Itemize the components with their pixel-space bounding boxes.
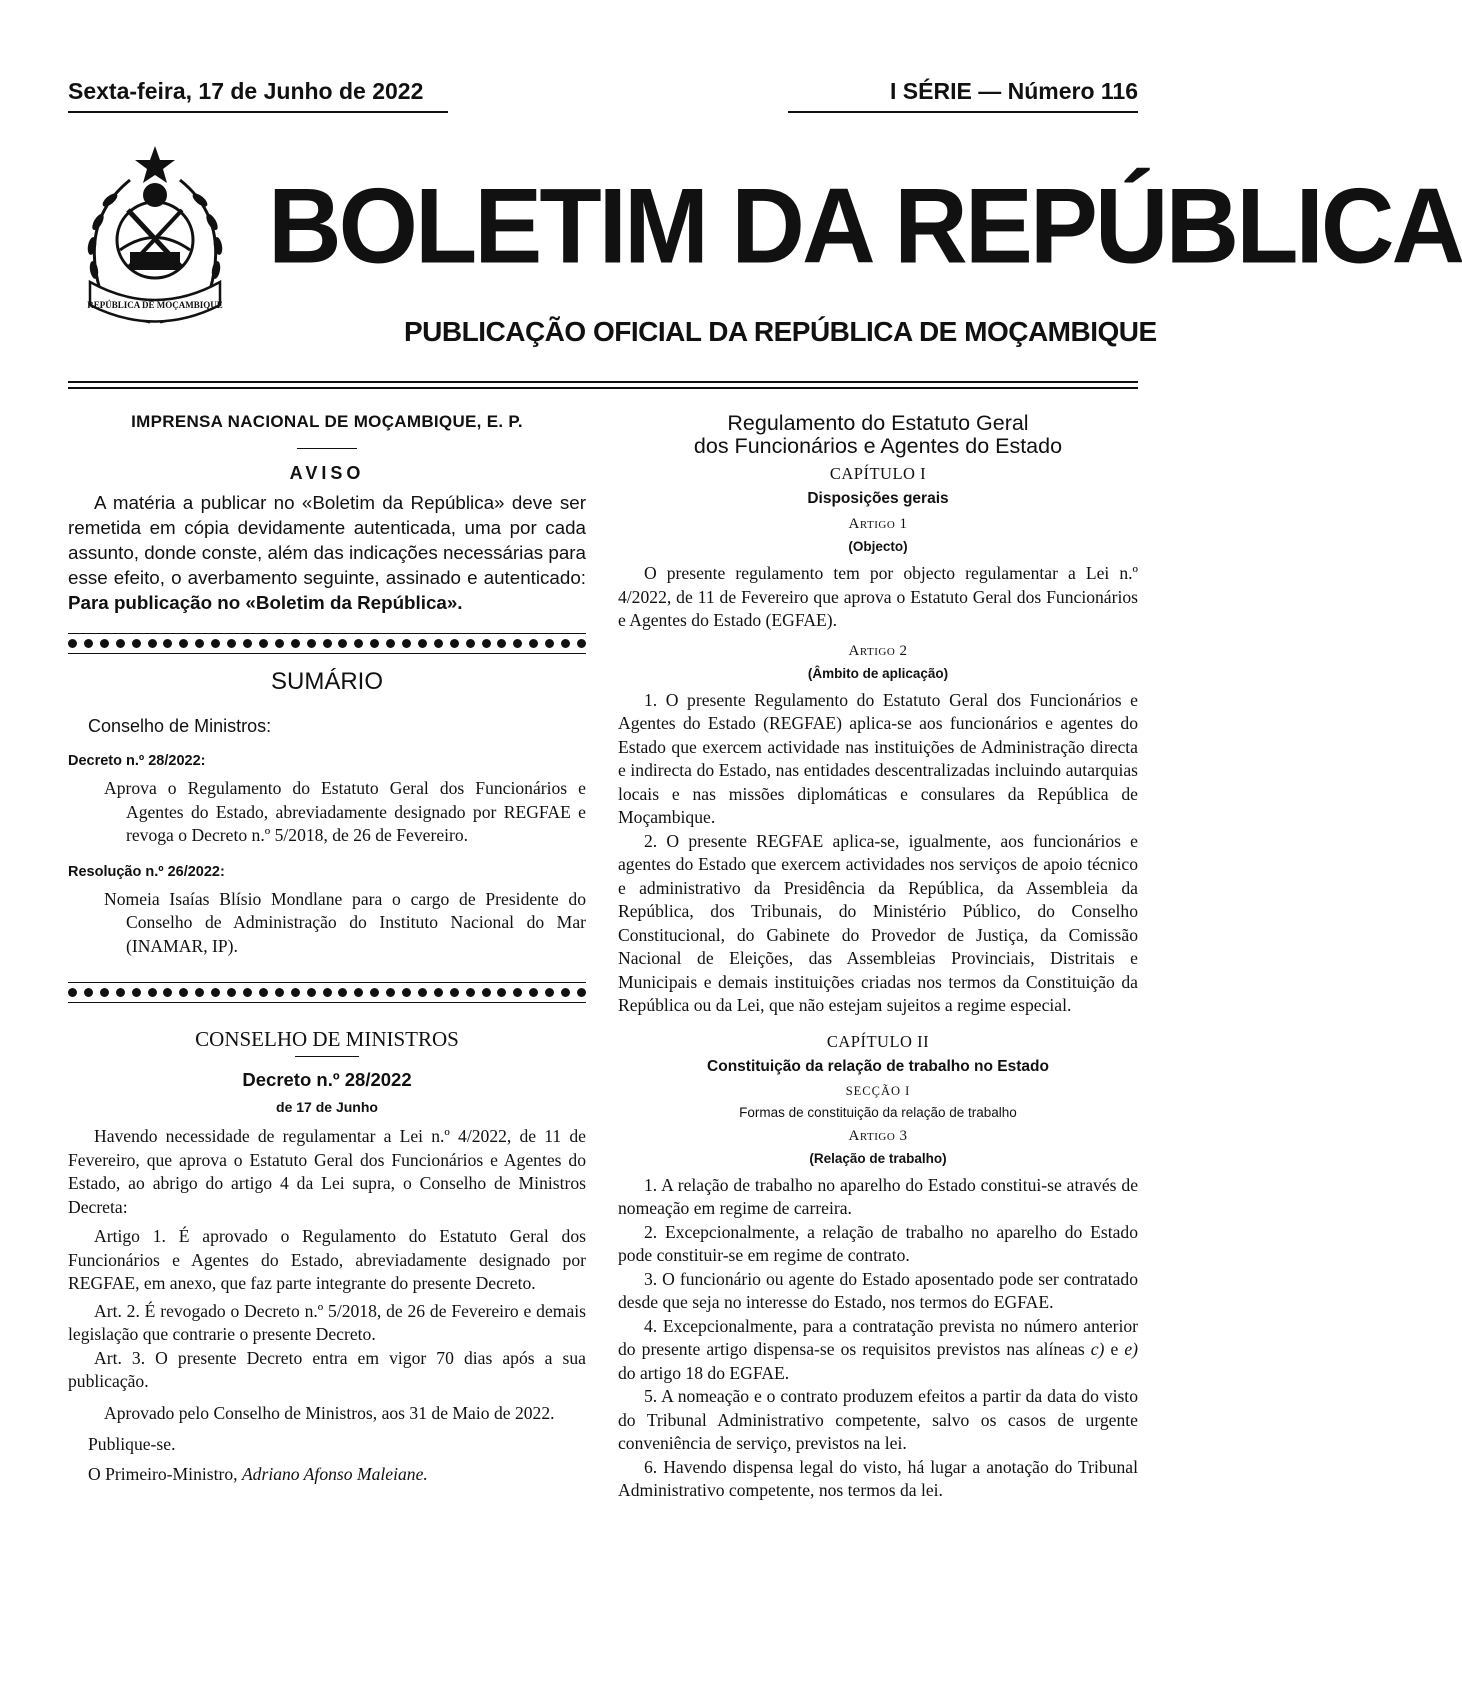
- article-heading: Artigo 2: [848, 642, 908, 659]
- paragraph-italic: e): [1124, 1339, 1138, 1359]
- separator-dot: [513, 639, 522, 648]
- article-paragraph: 2. O presente REGFAE aplica-se, igualmente, aos funcionários e agentes do Estado que exercem actividades nos serviços de apoio técnico e administrativo da Presidência da República, da Assembleia da República, dos Tribunais, do Ministério Público, do Conselho Constitucional, do Gabinete do Provedor de Justiça, da Comissão Nacional de Eleições, das Assembleias Provinciais, Distritais e Municipais e demais instituições criadas nos termos da Constituição da República ou da Lei, que não estejam sujeitos a regime especial.: [618, 830, 1138, 1015]
- separator-dot: [323, 988, 332, 997]
- separator-dot: [482, 639, 491, 648]
- separator-dot: [275, 988, 284, 997]
- section-heading: SECÇÃO I: [845, 1083, 911, 1098]
- notice-bold-text: Para publicação no «Boletim da República».: [68, 592, 463, 613]
- signature-prefix: O Primeiro-Ministro,: [88, 1463, 242, 1484]
- separator-dot: [211, 639, 220, 648]
- separator-dot: [132, 988, 141, 997]
- separator-dot: [434, 988, 443, 997]
- separator-dot: [148, 988, 157, 997]
- separator-dot: [561, 988, 570, 997]
- separator-dot: [132, 639, 141, 648]
- separator-dot: [402, 639, 411, 648]
- separator-dot: [418, 639, 427, 648]
- article-paragraph: 5. A nomeação e o contrato produzem efeitos a partir da data do visto do Tribunal Administrativo competente, salvo os casos de urgente conveniência de serviço, previstos na lei.: [618, 1386, 1138, 1453]
- separator-dot: [227, 639, 236, 648]
- separator-dot: [354, 639, 363, 648]
- separator-dot: [163, 639, 172, 648]
- separator-dot: [307, 639, 316, 648]
- regulation-title: [618, 412, 1138, 458]
- separator-dot: [243, 988, 252, 997]
- separator-dot: [529, 988, 538, 997]
- separator-dot: [338, 988, 347, 997]
- separator-dot: [84, 639, 93, 648]
- dotted-separator: [68, 633, 586, 654]
- article-paragraph: 3. O funcionário ou agente do Estado aposentado pode ser contratado desde que seja no interesse do Estado, nos termos do EGFAE.: [618, 1268, 1138, 1312]
- article-paragraph: 6. Havendo dispensa legal do visto, há lugar a anotação do Tribunal Administrativo competente, nos termos da lei.: [618, 1456, 1138, 1500]
- summary-item-text: Nomeia Isaías Blísio Mondlane para o cargo de Presidente do Conselho de Administração do Instituto Nacional do Mar (INAMAR, IP).: [104, 888, 586, 956]
- decree-paragraph: Art. 2. É revogado o Decreto n.º 5/2018, de 26 de Fevereiro e demais legislação que contrarie o presente Decreto.: [68, 1300, 586, 1344]
- separator-dot: [68, 988, 77, 997]
- chapter-heading: CAPÍTULO I: [829, 464, 927, 483]
- divider: [295, 1056, 359, 1057]
- separator-dot: [577, 988, 586, 997]
- separator-dot: [561, 639, 570, 648]
- separator-dot: [100, 639, 109, 648]
- separator-dot: [68, 639, 77, 648]
- masthead-subtitle: PUBLICAÇÃO OFICIAL DA REPÚBLICA DE MOÇAMBIQUE: [404, 316, 1157, 347]
- separator-dot: [370, 639, 379, 648]
- decree-signature: [68, 1463, 586, 1487]
- paragraph-text: 4. Excepcionalmente, para a contratação prevista no número anterior do presente artigo dispensa-se os requisitos previstos nas alíneas: [618, 1315, 1138, 1359]
- summary-item-label: Decreto n.º 28/2022:: [68, 753, 206, 769]
- separator-dot: [211, 988, 220, 997]
- emblem-ribbon-text: REPÚBLICA DE MOÇAMBIQUE: [87, 300, 223, 310]
- decree-publish: Publique-se.: [88, 1434, 176, 1454]
- signature-name: Adriano Afonso Maleiane.: [241, 1463, 428, 1484]
- separator-dot: [291, 639, 300, 648]
- separator-dot: [529, 639, 538, 648]
- separator-dot: [466, 988, 475, 997]
- separator-dot: [370, 988, 379, 997]
- separator-dot: [497, 639, 506, 648]
- article-heading: Artigo 3: [848, 1127, 908, 1144]
- article-paragraph: 1. O presente Regulamento do Estatuto Geral dos Funcionários e Agentes do Estado (REGFAE) aplica-se aos funcionários e agentes do Estado que exercem actividade nas instituições de Administração directa e indirecta do Estado, nas entidades descentralizadas incluindo autarquias locais e nas missões diplomáticas e consulares da República de Moçambique.: [618, 689, 1138, 827]
- summary-item-text: Aprova o Regulamento do Estatuto Geral dos Funcionários e Agentes do Estado, abreviadamente designado por REGFAE e revoga o Decreto n.º 5/2018, de 26 de Fevereiro.: [104, 778, 586, 845]
- paragraph-text: do artigo 18 do EGFAE.: [618, 1362, 790, 1383]
- chapter-title: Disposições gerais: [807, 490, 949, 507]
- publisher-name: IMPRENSA NACIONAL DE MOÇAMBIQUE, E. P.: [131, 412, 523, 431]
- separator-dot: [243, 639, 252, 648]
- separator-dot: [291, 988, 300, 997]
- emblem-icon: [70, 140, 240, 340]
- separator-dot: [545, 639, 554, 648]
- separator-dot: [450, 639, 459, 648]
- notice-body: [68, 490, 586, 615]
- article-paragraph: [618, 1315, 1138, 1386]
- separator-dot: [116, 639, 125, 648]
- separator-dot: [179, 639, 188, 648]
- divider: [297, 448, 357, 449]
- decree-date: de 17 de Junho: [276, 1099, 378, 1115]
- separator-dot: [323, 639, 332, 648]
- separator-dot: [434, 639, 443, 648]
- separator-dot: [513, 988, 522, 997]
- article-title: (Objecto): [848, 539, 908, 554]
- separator-dot: [84, 988, 93, 997]
- separator-dot: [577, 639, 586, 648]
- issue-number: I SÉRIE — Número 116: [788, 78, 1138, 113]
- separator-dot: [163, 988, 172, 997]
- article-paragraph: O presente regulamento tem por objecto regulamentar a Lei n.º 4/2022, de 11 de Fevereiro que aprova o Estatuto Geral dos Funcionários e Agentes do Estado (EGFAE).: [618, 563, 1138, 630]
- separator-dot: [116, 988, 125, 997]
- decree-title: Decreto n.º 28/2022: [242, 1069, 412, 1090]
- separator-dot: [466, 639, 475, 648]
- regulation-title-line: Regulamento do Estatuto Geral: [727, 411, 1029, 435]
- separator-dot: [418, 988, 427, 997]
- article-paragraph: 2. Excepcionalmente, a relação de trabalho no aparelho do Estado pode constituir-se em regime de contrato.: [618, 1221, 1138, 1265]
- chapter-heading: CAPÍTULO II: [826, 1031, 930, 1051]
- header-divider: [68, 381, 1138, 389]
- left-column: [68, 412, 586, 1486]
- summary-ministry: Conselho de Ministros:: [88, 716, 272, 736]
- article-title: (Relação de trabalho): [809, 1150, 947, 1166]
- article-heading: Artigo 1: [848, 516, 908, 532]
- separator-dot: [386, 639, 395, 648]
- separator-dot: [259, 639, 268, 648]
- separator-dot: [227, 988, 236, 997]
- separator-dot: [482, 988, 491, 997]
- separator-dot: [179, 988, 188, 997]
- summary-item-label: Resolução n.º 26/2022:: [68, 863, 225, 880]
- separator-dot: [259, 988, 268, 997]
- separator-dot: [450, 988, 459, 997]
- article-paragraph: 1. A relação de trabalho no aparelho do Estado constitui-se através de nomeação em regime de carreira.: [618, 1174, 1138, 1218]
- article-title: (Âmbito de aplicação): [807, 665, 949, 681]
- paragraph-text: e: [1104, 1339, 1125, 1359]
- separator-dot: [545, 988, 554, 997]
- decree-approval: Aprovado pelo Conselho de Ministros, aos 31 de Maio de 2022.: [104, 1402, 555, 1423]
- notice-text: A matéria a publicar no «Boletim da República» deve ser remetida em cópia devidamente autenticada, uma por cada assunto, donde conste, além das indicações necessárias para esse efeito, o averbamento seguinte, assinado e autenticado:: [68, 492, 586, 588]
- separator-dot: [195, 639, 204, 648]
- separator-dot: [354, 988, 363, 997]
- summary-title: SUMÁRIO: [270, 668, 383, 695]
- separator-dot: [402, 988, 411, 997]
- regulation-title-line: dos Funcionários e Agentes do Estado: [693, 434, 1063, 458]
- section-title: Formas de constituição da relação de trabalho: [739, 1104, 1017, 1120]
- separator-dot: [386, 988, 395, 997]
- separator-dot: [195, 988, 204, 997]
- council-title: CONSELHO DE MINISTROS: [195, 1027, 459, 1051]
- separator-dot: [307, 988, 316, 997]
- issue-date: Sexta-feira, 17 de Junho de 2022: [68, 78, 448, 113]
- notice-title: AVISO: [289, 463, 365, 483]
- chapter-title: Constituição da relação de trabalho no Estado: [707, 1057, 1049, 1075]
- decree-paragraph: Havendo necessidade de regulamentar a Lei n.º 4/2022, de 11 de Fevereiro, que aprova o Estatuto Geral dos Funcionários e Agentes do Estado, ao abrigo do artigo 4 da Lei supra, o Conselho de Ministros Decreta:: [68, 1126, 586, 1217]
- separator-dot: [148, 639, 157, 648]
- separator-dot: [100, 988, 109, 997]
- separator-dot: [497, 988, 506, 997]
- separator-dot: [338, 639, 347, 648]
- separator-dot: [275, 639, 284, 648]
- dotted-separator: [68, 982, 586, 1003]
- decree-paragraph: Art. 3. O presente Decreto entra em vigor 70 dias após a sua publicação.: [68, 1347, 586, 1391]
- masthead-title: BOLETIM DA REPÚBLICA: [268, 165, 1462, 286]
- right-column: [618, 412, 1138, 1503]
- paragraph-italic: c): [1090, 1339, 1105, 1359]
- decree-paragraph: Artigo 1. É aprovado o Regulamento do Estatuto Geral dos Funcionários e Agentes do Estado, abreviadamente designado por REGFAE, em anexo, que faz parte integrante do presente Decreto.: [68, 1226, 586, 1293]
